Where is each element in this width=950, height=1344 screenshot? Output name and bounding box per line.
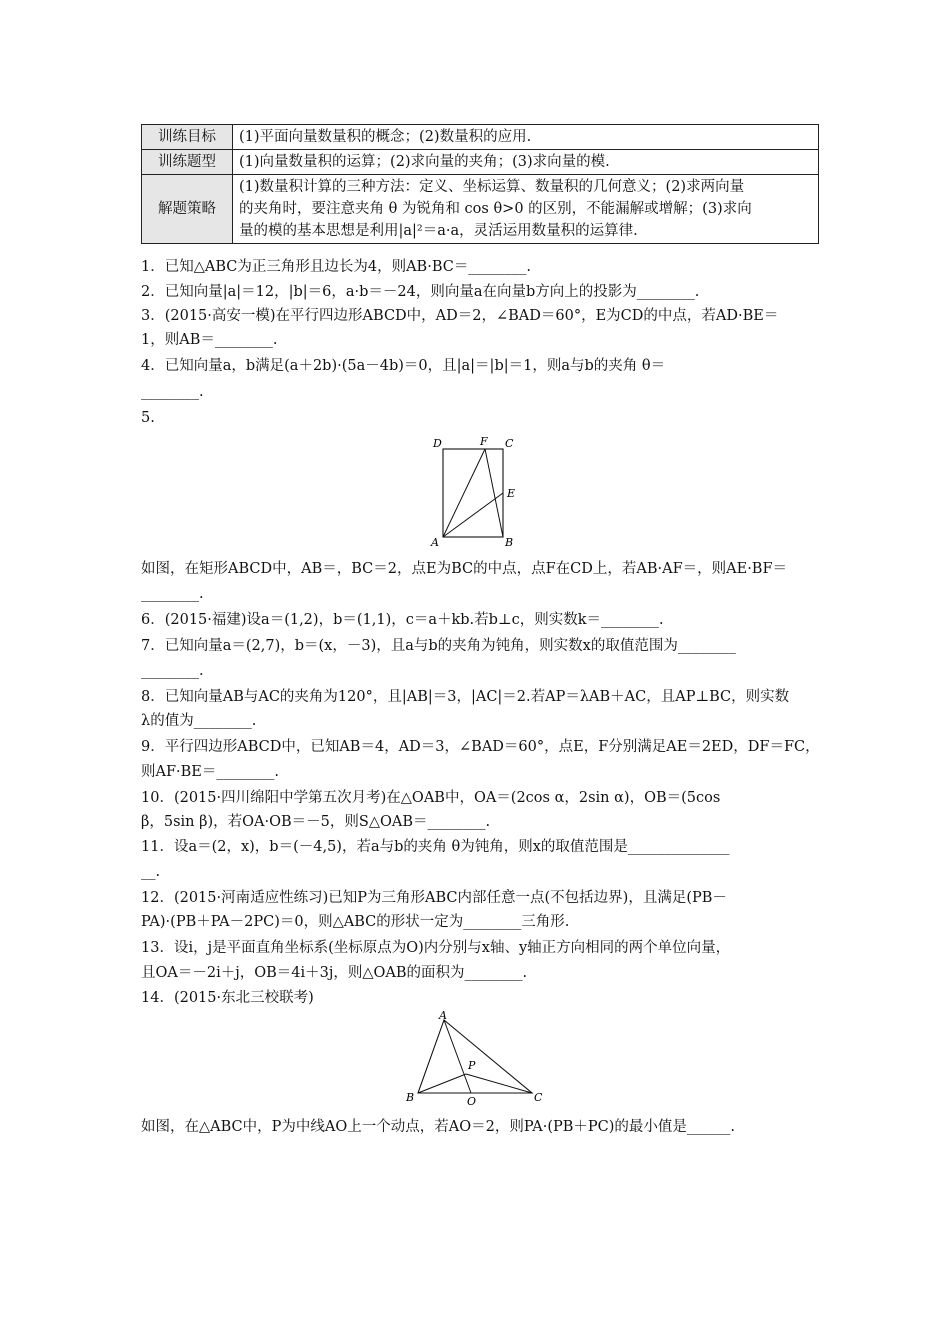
label-d: D [433, 437, 442, 450]
question-12-line1: 12．(2015·河南适应性练习)已知P为三角形ABC内部任意一点(不包括边界)，且满足(PB－ [141, 890, 727, 906]
question-1: 1．已知△ABC为正三角形且边长为4，则AB·BC＝________. [141, 259, 531, 275]
question-7-line1: 7．已知向量a＝(2,7)，b＝(x，－3)，且a与b的夹角为钝角，则实数x的取值范围为________ [141, 638, 736, 654]
rectangle-figure [425, 432, 525, 552]
strategy-line: (1)数量积计算的三种方法：定义、坐标运算、数量积的几何意义；(2)求两向量 [239, 179, 745, 195]
question-11-line2: __. [141, 864, 161, 880]
triangle-abc [418, 1020, 532, 1093]
table-key: 训练题型 [142, 150, 233, 175]
label-o: O [467, 1095, 477, 1105]
question-9-line1: 9．平行四边形ABCD中，已知AB＝4，AD＝3，∠BAD＝60°，点E，F分别满足AE＝2ED，DF＝FC， [141, 739, 820, 755]
table-value: (1)向量数量积的运算；(2)求向量的夹角；(3)求向量的模. [233, 150, 819, 175]
strategy-line: 量的模的基本思想是利用|a|²＝a·a，灵活运用数量积的运算律. [239, 223, 638, 239]
label-b: B [505, 536, 514, 549]
question-10-line2: β，5sin β)，若OA·OB＝－5，则S△OAB＝________. [141, 814, 491, 830]
triangle-figure [400, 1010, 550, 1105]
label-e: E [507, 487, 516, 500]
label-b: B [406, 1091, 415, 1104]
question-3-line2: 1，则AB＝________. [141, 332, 278, 348]
question-14-text: 如图，在△ABC中，P为中线AO上一个动点，若AO＝2，则PA·(PB＋PC)的最小值是______. [141, 1119, 736, 1135]
question-2: 2．已知向量|a|＝12，|b|＝6，a·b＝－24，则向量a在向量b方向上的投影为________. [141, 284, 700, 300]
table-key: 训练目标 [142, 125, 233, 150]
question-3-line1: 3．(2015·高安一模)在平行四边形ABCD中，AD＝2，∠BAD＝60°，E为CD的中点，若AD·BE＝ [141, 308, 779, 324]
question-14: 14．(2015·东北三校联考) [141, 990, 314, 1006]
table-value: (1)平面向量数量积的概念；(2)数量积的应用. [233, 125, 819, 150]
segment-ae [443, 493, 503, 537]
label-a: A [431, 536, 439, 549]
question-11-line1: 11．设a＝(2，x)，b＝(－4,5)，若a与b的夹角 θ为钝角，则x的取值范围是______________ [141, 839, 730, 855]
table-value [233, 175, 819, 244]
question-5-text: 如图，在矩形ABCD中，AB＝，BC＝2，点E为BC的中点，点F在CD上，若AB·AF＝，则AE·BF＝ [141, 561, 788, 577]
question-7-line2: ________. [141, 663, 204, 679]
question-8-line2: λ的值为________. [141, 713, 257, 729]
training-info-table [141, 124, 819, 244]
question-13-line1: 13．设i，j是平面直角坐标系(坐标原点为O)内分别与x轴、y轴正方向相同的两个单位向量， [141, 940, 731, 956]
question-9-line2: 则AF·BE＝________. [141, 764, 279, 780]
label-a: A [439, 1010, 447, 1022]
question-10-line1: 10．(2015·四川绵阳中学第五次月考)在△OAB中，OA＝(2cos α，2sin α)，OB＝(5cos [141, 790, 721, 806]
segment-bp [418, 1074, 466, 1093]
question-8-line1: 8．已知向量AB与AC的夹角为120°，且|AB|＝3，|AC|＝2.若AP＝λAB＋AC，且AP⊥BC，则实数 [141, 689, 790, 705]
table-row [142, 175, 819, 244]
segment-af [443, 449, 485, 537]
label-p: P [468, 1059, 476, 1072]
table-row [142, 125, 819, 150]
segment-pc [466, 1074, 532, 1093]
table-key: 解题策略 [142, 175, 233, 244]
question-13-line2: 且OA＝－2i＋j，OB＝4i＋3j，则△OAB的面积为________. [141, 965, 528, 981]
label-c: C [505, 437, 514, 450]
label-f: F [480, 435, 488, 448]
question-6: 6．(2015·福建)设a＝(1,2)，b＝(1,1)，c＝a＋kb.若b⊥c，则实数k＝________. [141, 612, 664, 628]
question-5: 5. [141, 410, 155, 426]
segment-bf [485, 449, 503, 537]
question-4-line2: ________. [141, 384, 204, 400]
table-row [142, 150, 819, 175]
question-4-line1: 4．已知向量a，b满足(a＋2b)·(5a－4b)＝0，且|a|＝|b|＝1，则a与b的夹角 θ＝ [141, 358, 666, 374]
strategy-line: 的夹角时，要注意夹角 θ 为锐角和 cos θ>0 的区别，不能漏解或增解；(3)求向 [239, 201, 752, 217]
label-c: C [534, 1091, 543, 1104]
question-5-text-line2: ________. [141, 586, 204, 602]
question-12-line2: PA)·(PB＋PA－2PC)＝0，则△ABC的形状一定为________三角形. [141, 914, 570, 930]
